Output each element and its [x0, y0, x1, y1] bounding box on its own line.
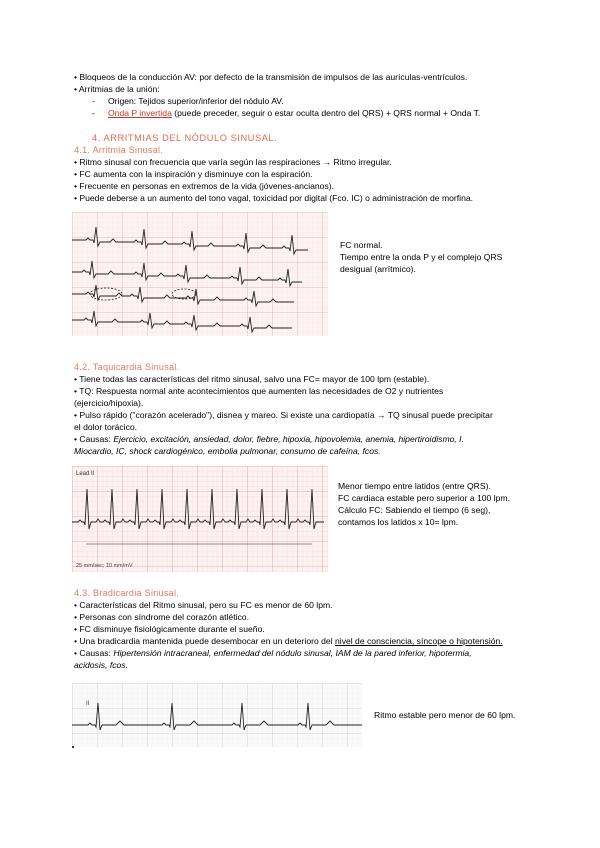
onda-p-description: (puede preceder, seguir o estar oculta dentro del QRS) + QRS normal + Onda T.	[171, 108, 481, 118]
ecg-bradicardia-sinusal	[72, 683, 362, 747]
stray-mark	[72, 746, 74, 748]
section-41-title: 4.1. Arritmia Sinusal.	[74, 145, 164, 155]
s43-causes-label: • Causas:	[74, 648, 114, 658]
s42-causes-text-2: Miocardio, IC, shock cardiogénico, embolia pulmonar, consumo de cafeína, fcos.	[74, 446, 381, 456]
s42-item-3b: el dolor torácico.	[74, 422, 138, 432]
s43-item-2: • Personas con síndrome del corazón atlético.	[74, 612, 249, 622]
taquicardia-lead-label: Lead II	[76, 471, 95, 477]
s41-item-3: • Frecuente en personas en extremos de la vida (jóvenes-ancianos).	[74, 181, 335, 191]
ecg-arritmia-sinusal	[72, 212, 328, 336]
s41-note-fc-normal: FC normal.	[340, 240, 383, 250]
section-4-title: 4. ARRITMIAS DEL NÓDULO SINUSAL.	[92, 133, 278, 143]
s42-item-2: • TQ: Respuesta normal ante acontecimientos que aumenten las necesidades de O2 y nutrientes	[74, 386, 444, 396]
s41-item-1: • Ritmo sinusal con frecuencia que varía según las respiraciones → Ritmo irregular.	[74, 157, 392, 167]
s42-causes-label: • Causas:	[74, 434, 114, 444]
s42-causes-line-2	[74, 446, 381, 457]
s43-note-ritmo-estable: Ritmo estable pero menor de 60 lpm.	[374, 710, 516, 720]
s43-item-4	[74, 636, 503, 647]
s42-item-3: • Pulso rápido ("corazón acelerado"), disnea y mareo. Si existe una cardiopatía → TQ sinusal puede precipitar	[74, 410, 493, 420]
s43-causes-line-2	[74, 660, 128, 671]
s42-item-1: • Tiene todas las características del ritmo sinusal, salvo una FC= mayor de 100 lpm (estable).	[74, 374, 430, 384]
onda-p-invertida-link[interactable]: Onda P invertida	[108, 108, 172, 118]
s43-causes-line-1	[74, 648, 472, 659]
origin-dash: -	[92, 96, 95, 106]
s43-causes-text-2: acidosis, fcos.	[74, 660, 128, 670]
section-43-title: 4.3. Bradicardia Sinusal.	[74, 588, 180, 598]
s42-note-contamos: contamos los latidos x 10= lpm.	[338, 517, 459, 527]
origin-line: Origen: Tejidos superior/inferior del nódulo AV.	[108, 96, 284, 106]
s43-item-4-text: • Una bradicardia mantenida puede desembocar en un deterioro del	[74, 636, 335, 646]
s42-note-menor-tiempo: Menor tiempo entre latidos (entre QRS).	[338, 481, 491, 491]
s41-item-4: • Puede deberse a un aumento del tono vagal, toxicidad por digital (Fco. IC) o administración de morfina.	[74, 193, 474, 203]
s42-causes-text-1: Ejercicio, excitación, ansiedad, dolor, fiebre, hipoxia, hipovolemia, anemia, hipertiroidismo, I.	[113, 434, 464, 444]
s43-causes-text-1: Hipertensión intracraneal, enfermedad del nódulo sinusal, IAM de la pared inferior, hipotermia,	[113, 648, 472, 658]
s42-note-calculo: Cálculo FC: Sabiendo el tiempo (6 seg),	[338, 505, 491, 515]
intro-line-bloqueos: • Bloqueos de la conducción AV: por defecto de la transmisión de impulsos de las aurículas-ventrículos.	[74, 72, 468, 82]
s42-item-2b: (ejercicio/hipoxia).	[74, 398, 144, 408]
onda-dash: -	[92, 108, 95, 118]
s41-note-desigual: desigual (arrítmico).	[340, 264, 416, 274]
bradicardia-lead-label: II	[86, 701, 90, 707]
onda-p-line	[108, 108, 480, 119]
section-42-title: 4.2. Taquicardia Sinusal.	[74, 362, 180, 372]
s42-note-fc-estable: FC cardiaca estable pero superior a 100 lpm.	[338, 493, 510, 503]
s43-item-3: • FC disminuye fisiológicamente durante el sueño.	[74, 624, 265, 634]
intro-line-arritmias-union: • Arritmias de la unión:	[74, 84, 160, 94]
s43-item-1: • Características del Ritmo sinusal, pero su FC es menor de 60 lpm.	[74, 600, 333, 610]
s41-note-tiempo: Tiempo entre la onda P y el complejo QRS	[340, 252, 503, 262]
s42-causes-line-1	[74, 434, 464, 445]
taquicardia-scale-label: 25 mm/sec; 10 mm/mV	[76, 563, 133, 569]
s41-item-2: • FC aumenta con la inspiración y disminuye con la espiración.	[74, 169, 313, 179]
s43-item-4-underlined: nivel de consciencia, síncope o hipotensión.	[335, 636, 503, 646]
ecg-taquicardia-sinusal	[72, 466, 328, 572]
